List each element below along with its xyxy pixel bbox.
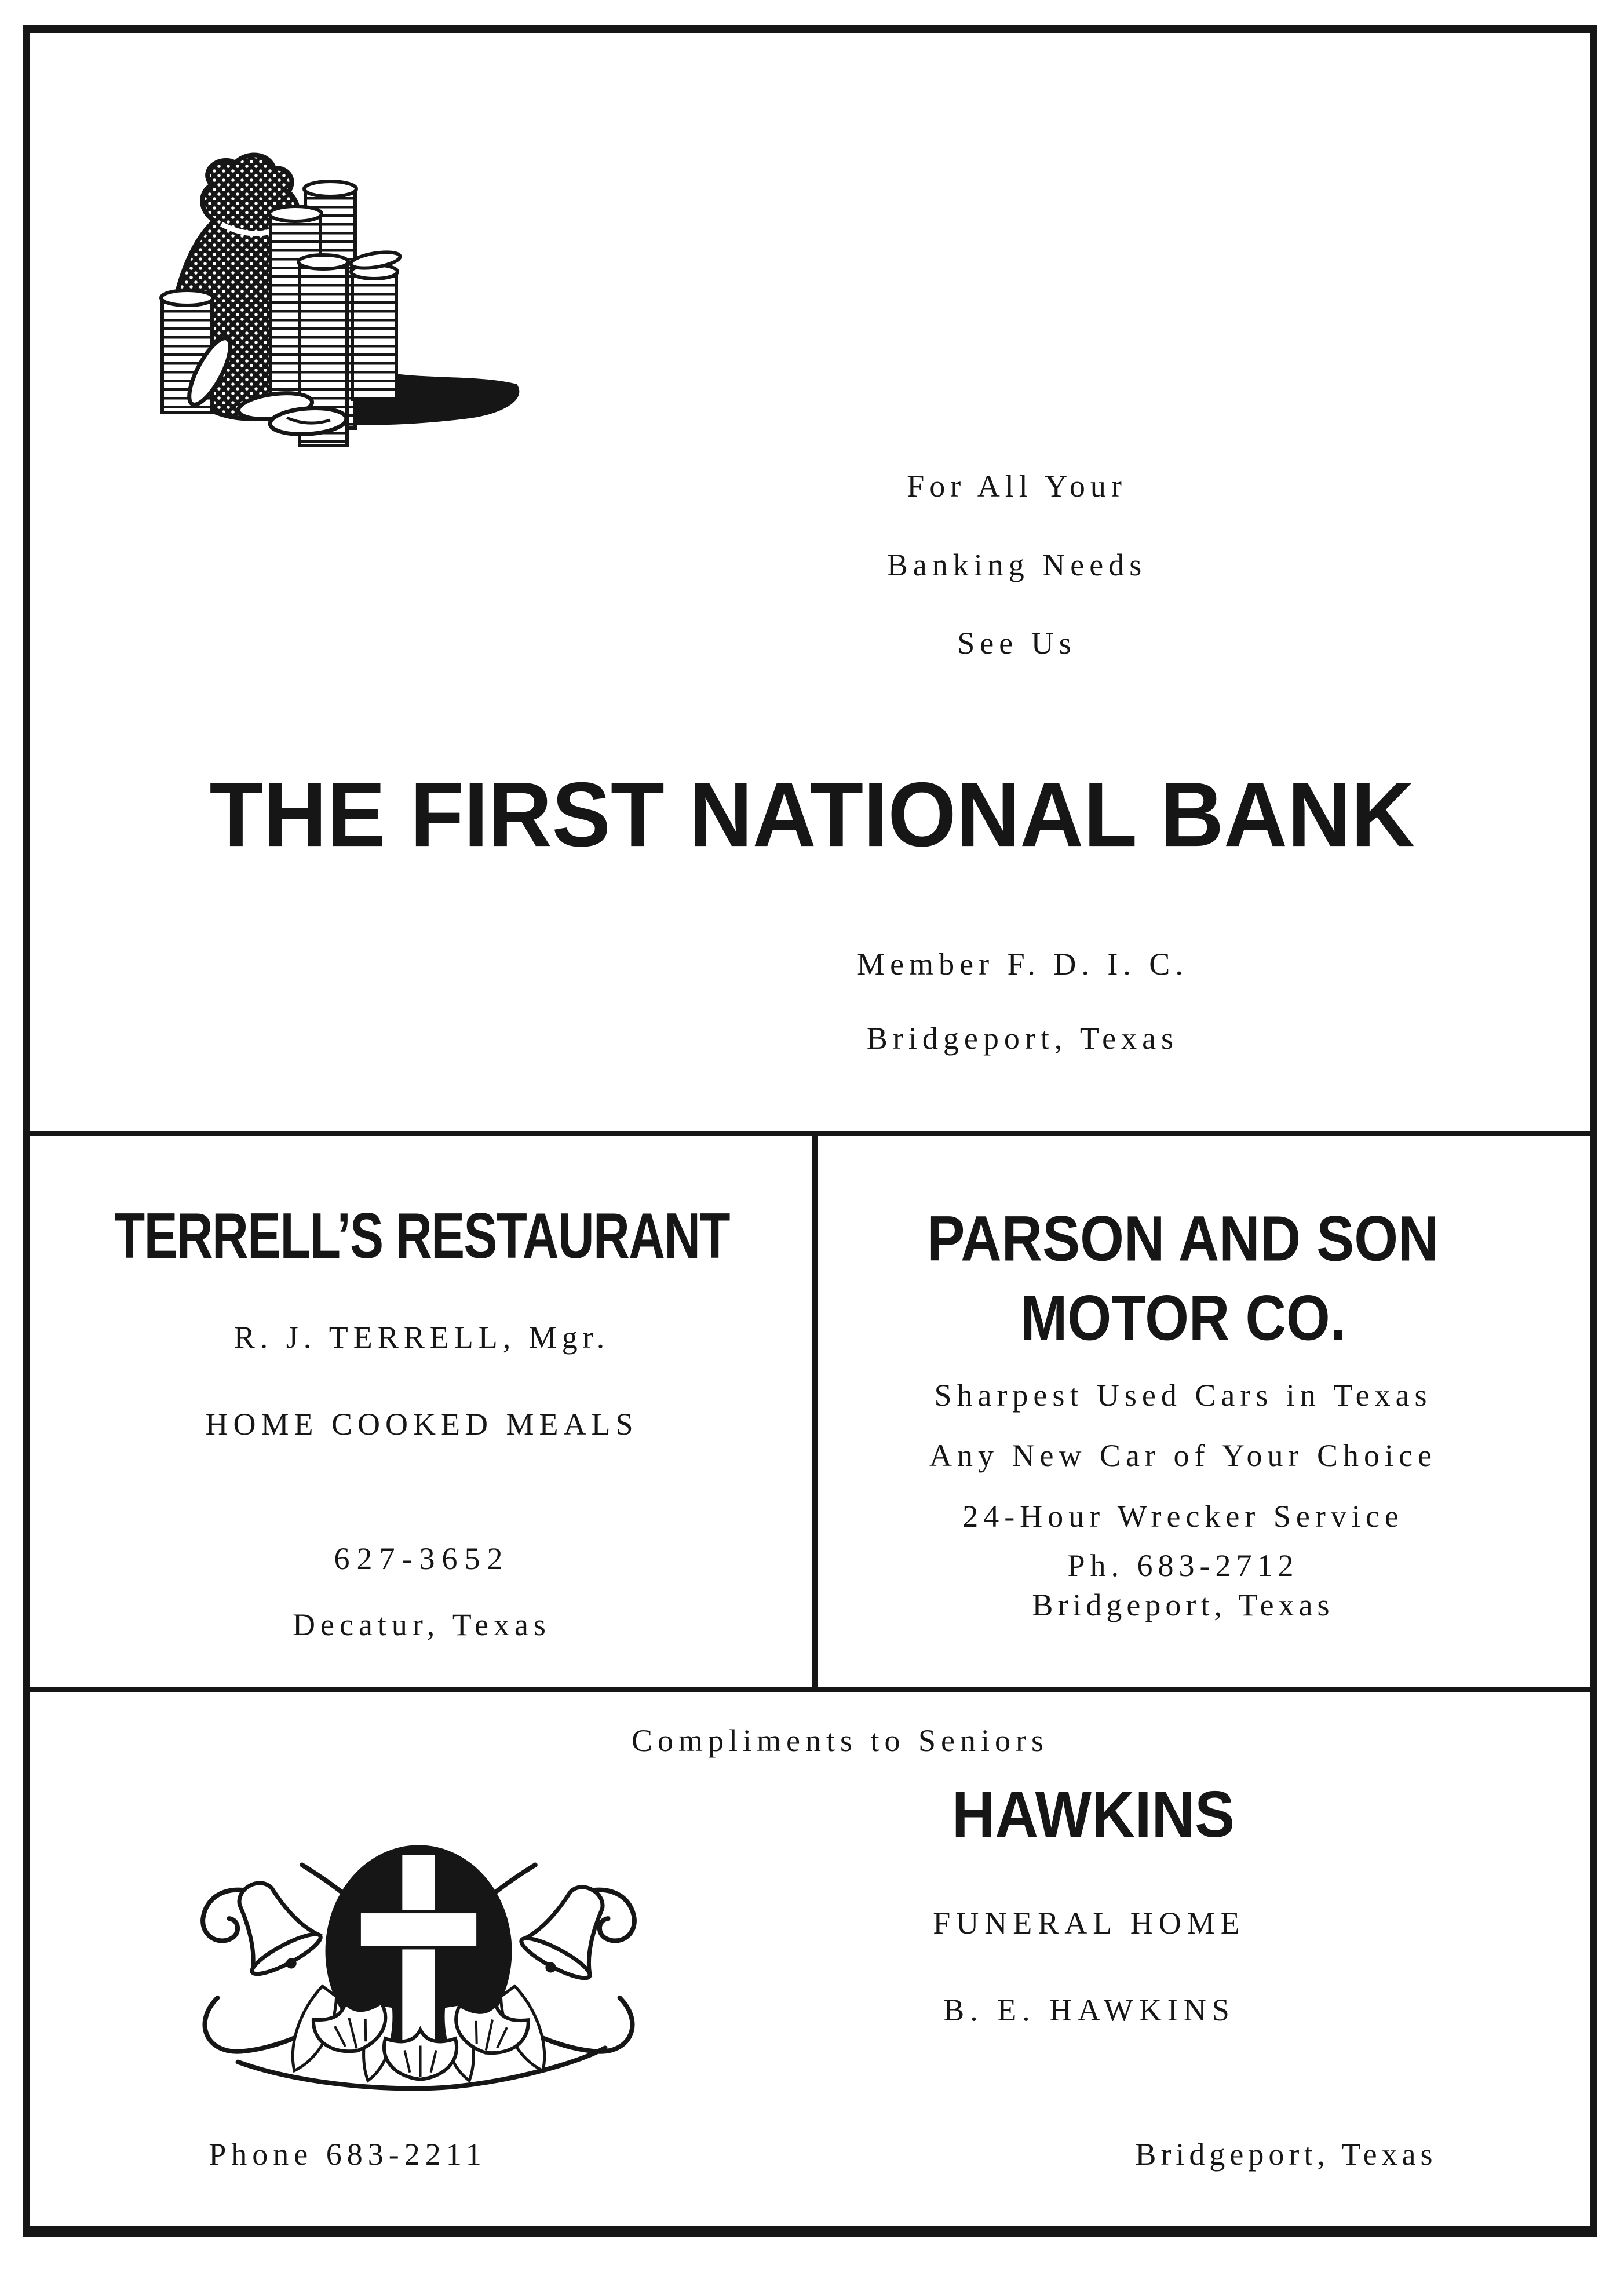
bank-tagline-line-2: Banking Needs	[886, 548, 1147, 582]
divider-horizontal-top	[23, 1131, 1597, 1136]
hawkins-title: HAWKINS	[951, 1778, 1235, 1851]
terrell-city-line: Decatur, Texas	[293, 1607, 551, 1642]
parson-slogan-line-3: 24-Hour Wrecker Service	[962, 1499, 1404, 1534]
parson-title-line-1: PARSON AND SON	[927, 1203, 1439, 1275]
parson-title-line-2: MOTOR CO.	[1020, 1282, 1346, 1354]
parson-city-line: Bridgeport, Texas	[1032, 1588, 1334, 1622]
bank-title: THE FIRST NATIONAL BANK	[209, 763, 1415, 866]
hawkins-subtitle: FUNERAL HOME	[933, 1906, 1246, 1940]
divider-vertical-middle	[812, 1131, 818, 1692]
money-bag-coins-illustration	[156, 149, 527, 475]
bank-tagline-line-1: For All Your	[907, 469, 1127, 504]
bank-member-fdic-line: Member F. D. I. C.	[857, 947, 1188, 982]
funeral-cross-lilies-illustration	[183, 1811, 655, 2103]
parson-slogan-line-1: Sharpest Used Cars in Texas	[934, 1378, 1432, 1413]
parson-slogan-line-2: Any New Car of Your Choice	[929, 1438, 1437, 1473]
bank-tagline-line-3: See Us	[957, 626, 1076, 661]
parson-phone-line: Ph. 683-2712	[1067, 1548, 1299, 1583]
hawkins-city-line: Bridgeport, Texas	[1135, 2137, 1437, 2172]
divider-horizontal-bottom	[23, 1687, 1597, 1692]
terrell-tagline: HOME COOKED MEALS	[205, 1407, 638, 1442]
bank-city-line: Bridgeport, Texas	[866, 1021, 1179, 1056]
terrell-title: TERRELL’S RESTAURANT	[114, 1200, 729, 1272]
terrell-phone: 627-3652	[334, 1541, 510, 1576]
terrell-manager-line: R. J. TERRELL, Mgr.	[233, 1320, 610, 1355]
hawkins-compliments-line: Compliments to Seniors	[631, 1723, 1049, 1758]
hawkins-phone-line: Phone 683-2211	[209, 2137, 487, 2172]
hawkins-owner-line: B. E. HAWKINS	[943, 1993, 1235, 2027]
